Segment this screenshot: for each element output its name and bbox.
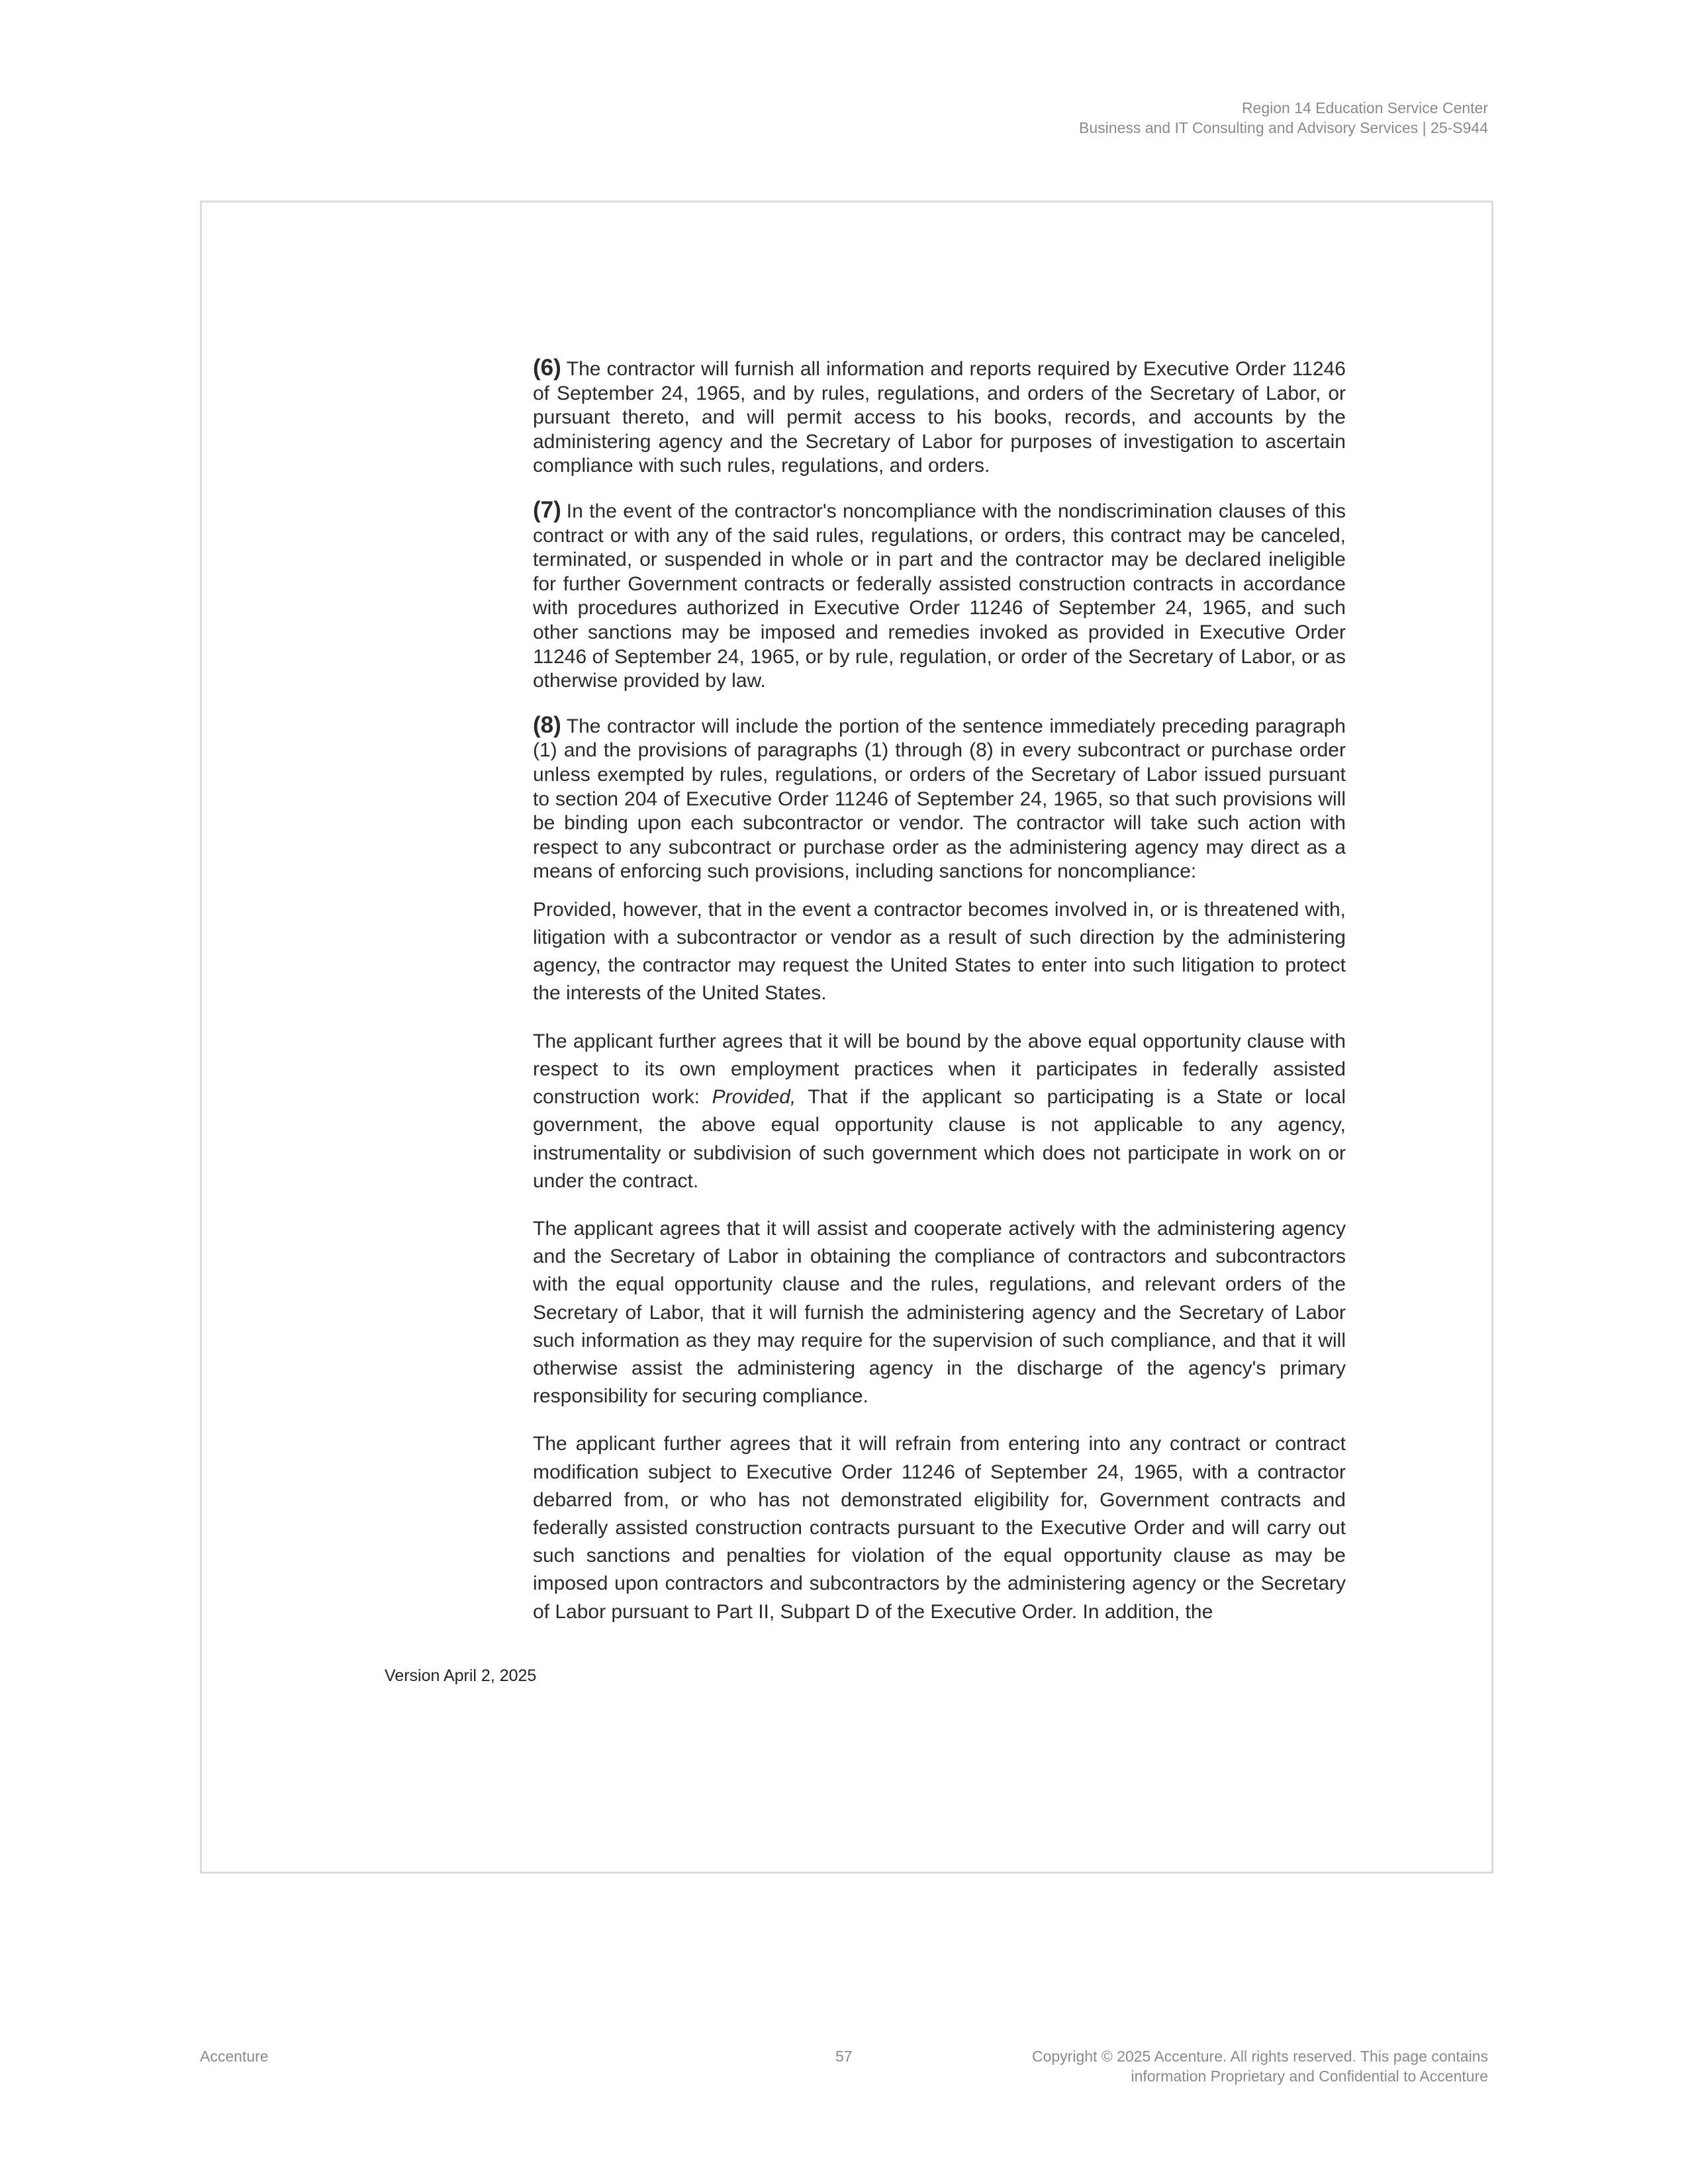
applicant-text-before: The applicant further agrees that it will be bound by the above equal opportunity clause with respect to its own employment practices when it participates in federally assisted construction work:: [533, 1030, 1346, 1109]
footer-copyright-line2: information Proprietary and Confidential to Accenture: [1131, 2068, 1488, 2085]
footer-company: Accenture: [200, 2048, 269, 2065]
paragraph-number: (7): [533, 496, 561, 523]
paragraph-text: The contractor will include the portion of the sentence immediately preceding paragraph (1) and the provisions of paragraphs (1) through (8) in every subcontract or purchase order unless exempted by rules, regulations, or orders of the Secretary of Labor issued pursuant to section 204 of Executive Order 11246 of September 24, 1965, so that such provisions will be binding upon each subcontractor or vendor. The contractor will take such action with respect to any subcontract or purchase order as the administering agency may direct as a means of enforcing such provisions, including sanctions for noncompliance:: [533, 715, 1346, 883]
applicant-paragraph-cooperate: The applicant agrees that it will assist and cooperate actively with the administering agency and the Secretary of Labor in obtaining the compliance of contractors and subcontractors with the equal opportunity clause and the rules, regulations, and relevant orders of the Secretary of Labor, that it will furnish the administering agency and the Secretary of Labor such information as they may require for the supervision of such compliance, and that it will otherwise assist the administering agency in the discharge of the agency's primary responsibility for securing compliance.: [533, 1217, 1346, 1408]
paragraph-7: [533, 498, 1346, 694]
document-body: [533, 356, 1346, 1646]
page-header: [1079, 98, 1488, 138]
paragraph-number: (8): [533, 711, 561, 738]
header-project-title: Business and IT Consulting and Advisory Services | 25-S944: [1079, 119, 1488, 136]
applicant-paragraph-refrain: The applicant further agrees that it will refrain from entering into any contract or contract modification subject to Executive Order 11246 of September 24, 1965, with a contractor debarred from, or who has not demonstrated eligibility for, Government contracts and federally assisted construction contracts pursuant to the Executive Order and will carry out such sanctions and penalties for violation of the equal opportunity clause as may be imposed upon contractors and subcontractors by the administering agency or the Secretary of Labor pursuant to Part II, Subpart D of the Executive Order. In addition, the: [533, 1433, 1346, 1623]
applicant-paragraph-bound: [533, 1028, 1346, 1195]
paragraph-text: In the event of the contractor's noncompliance with the nondiscrimination clauses of this contract or with any of the said rules, regulations, or orders, this contract may be canceled, terminated, or suspended in whole or in part and the contractor may be declared ineligible for further Government contracts or federally assisted construction contracts in accordance with procedures authorized in Executive Order 11246 of September 24, 1965, and such other sanctions may be imposed and remedies invoked as provided in Executive Order 11246 of September 24, 1965, or by rule, regulation, or order of the Secretary of Labor, or as otherwise provided by law.: [533, 500, 1346, 692]
proviso-paragraph: Provided, however, that in the event a contractor becomes involved in, or is threatened with, litigation with a subcontractor or vendor as a result of such direction by the administering agency, the contractor may request the United States to enter into such litigation to protect the interests of the United States.: [533, 898, 1346, 1005]
header-organization: Region 14 Education Service Center: [1241, 99, 1488, 116]
provided-italic: Provided,: [712, 1086, 796, 1109]
paragraph-number: (6): [533, 355, 561, 381]
footer-copyright: [1032, 2046, 1488, 2086]
footer-page-number: 57: [835, 2048, 853, 2065]
paragraph-6: [533, 356, 1346, 478]
paragraph-text: The contractor will furnish all information and reports required by Executive Order 11246 of September 24, 1965, and by rules, regulations, and orders of the Secretary of Labor, or pursuant thereto, and will permit access to his books, records, and accounts by the administering agency and the Secretary of Labor for purposes of investigation to ascertain compliance with such rules, regulations, and orders.: [533, 358, 1346, 477]
footer-copyright-line1: Copyright © 2025 Accenture. All rights reserved. This page contains: [1031, 2048, 1488, 2065]
version-label: Version April 2, 2025: [385, 1666, 537, 1685]
paragraph-8: [533, 713, 1346, 884]
applicant-text-after: That if the applicant so participating is a State or local government, the above equal opportunity clause is not applicable to any agency, instrumentality or subdivision of such government which does not participate in work on or under the contract.: [533, 1086, 1346, 1192]
